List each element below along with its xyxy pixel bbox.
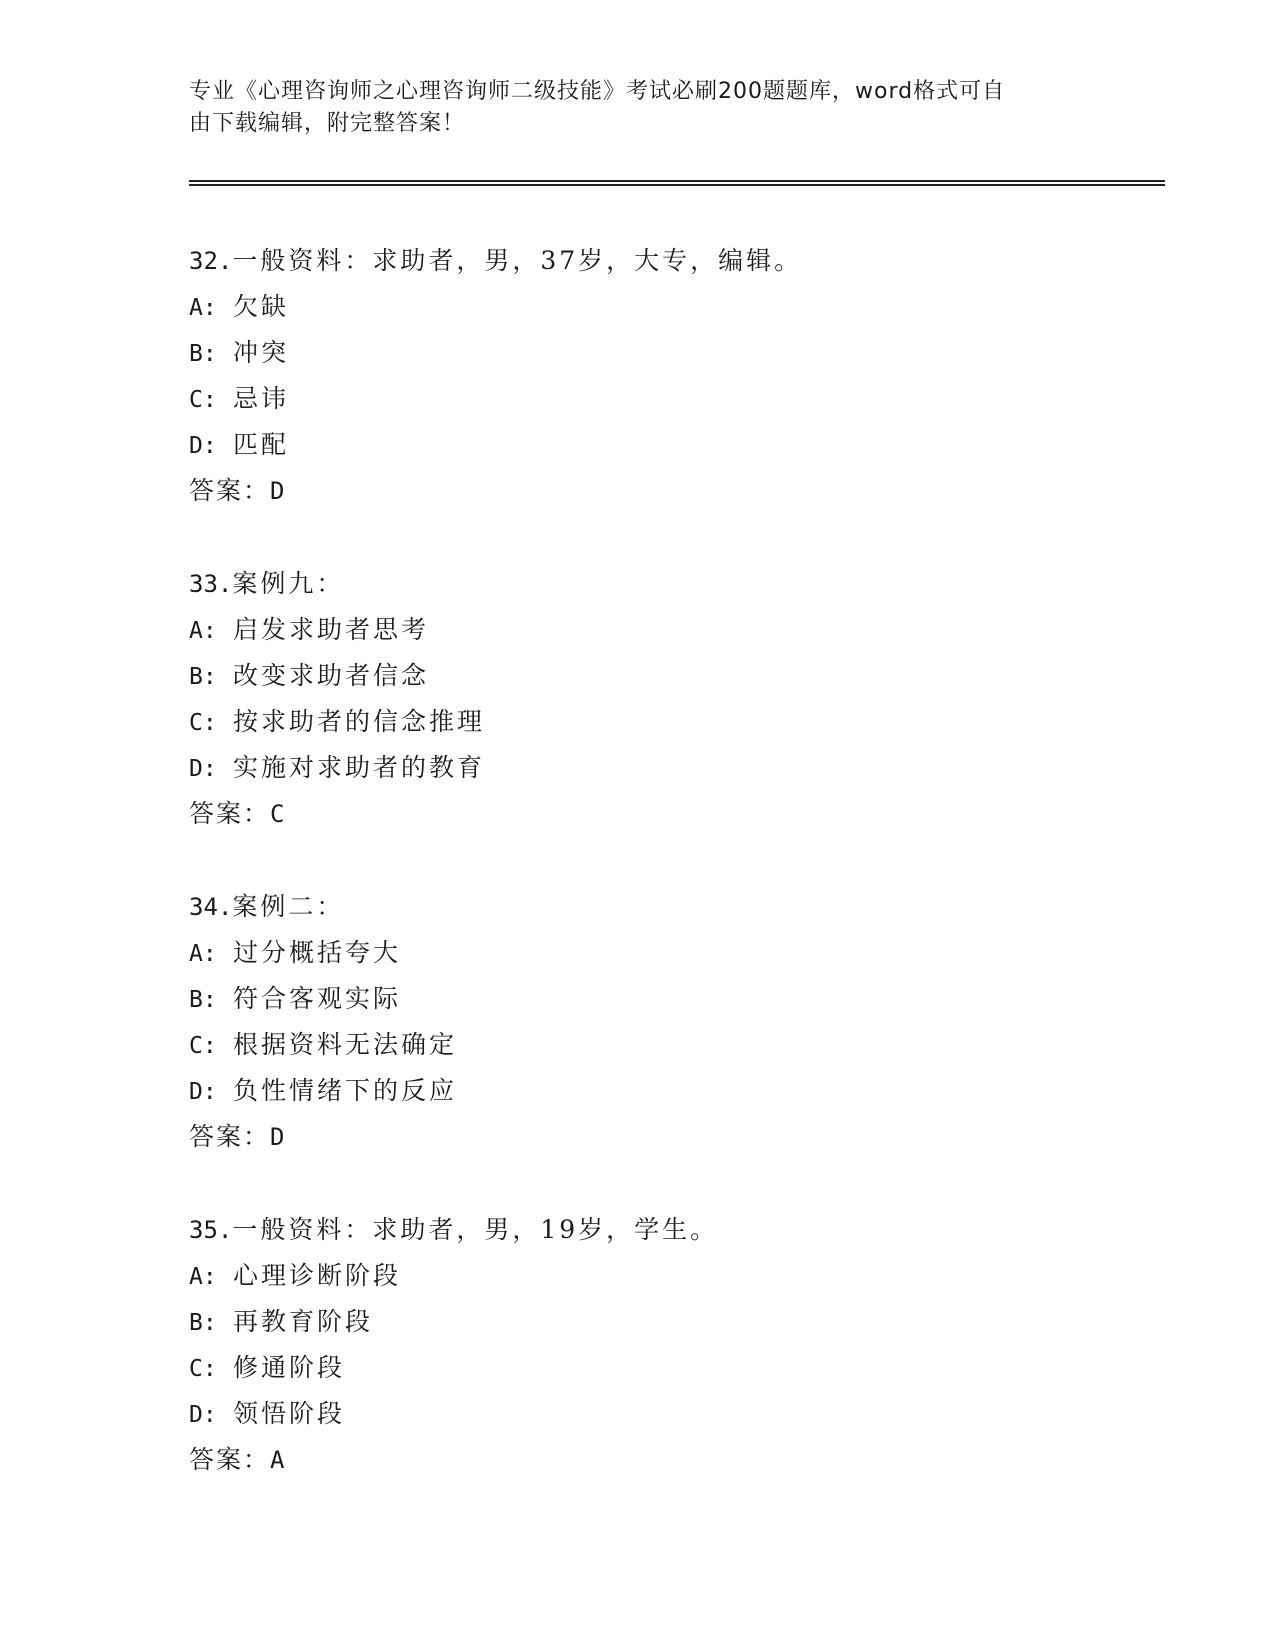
option-text: 符合客观实际	[233, 984, 402, 1013]
answer-line	[189, 468, 1149, 514]
answer-label: 答案：	[189, 1445, 271, 1474]
option-text: 负性情绪下的反应	[233, 1076, 458, 1105]
question-list	[189, 238, 1149, 1530]
question-block	[189, 884, 1149, 1160]
option-key: C:	[189, 387, 217, 413]
option-key: C:	[189, 1033, 217, 1059]
option-line	[189, 1068, 1149, 1114]
question-block	[189, 1207, 1149, 1483]
option-text: 实施对求助者的教育	[233, 753, 486, 782]
option-key: A:	[189, 941, 217, 967]
option-line	[189, 930, 1149, 976]
option-key: B:	[189, 987, 217, 1013]
option-key: C:	[189, 1356, 217, 1382]
option-key: B:	[189, 664, 217, 690]
header-divider-bottom	[189, 184, 1165, 186]
option-key: A:	[189, 618, 217, 644]
option-line	[189, 1391, 1149, 1437]
question-text: 案例九：	[232, 569, 345, 598]
option-key: D:	[189, 1079, 217, 1105]
answer-label: 答案：	[189, 799, 271, 828]
option-line	[189, 284, 1149, 330]
option-text: 按求助者的信念推理	[233, 707, 486, 736]
option-text: 修通阶段	[233, 1353, 346, 1382]
option-text: 冲突	[233, 338, 290, 367]
option-line	[189, 1345, 1149, 1391]
option-text: 忌讳	[233, 384, 290, 413]
option-text: 领悟阶段	[233, 1399, 346, 1428]
answer-value: D	[270, 477, 285, 505]
option-line	[189, 653, 1149, 699]
option-key: A:	[189, 295, 217, 321]
question-number: 35.	[189, 1216, 233, 1244]
option-key: B:	[189, 341, 217, 367]
option-text: 欠缺	[233, 292, 290, 321]
question-number: 32.	[189, 247, 233, 275]
answer-line	[189, 1437, 1149, 1483]
answer-line	[189, 1114, 1149, 1160]
question-stem	[189, 884, 1149, 930]
option-line	[189, 976, 1149, 1022]
question-block	[189, 561, 1149, 837]
question-text: 案例二：	[232, 892, 345, 921]
question-number: 33.	[189, 570, 233, 598]
option-line	[189, 1022, 1149, 1068]
option-key: A:	[189, 1264, 217, 1290]
option-text: 心理诊断阶段	[233, 1261, 402, 1290]
option-line	[189, 376, 1149, 422]
answer-value: A	[270, 1446, 285, 1474]
question-stem	[189, 1207, 1149, 1253]
option-key: C:	[189, 710, 217, 736]
option-text: 匹配	[233, 430, 290, 459]
option-key: B:	[189, 1310, 217, 1336]
header-line-2: 由下载编辑，附完整答案！	[189, 111, 466, 136]
question-text: 一般资料：求助者，男，19岁，学生。	[232, 1215, 719, 1244]
option-text: 改变求助者信念	[233, 661, 430, 690]
question-number: 34.	[189, 893, 233, 921]
option-text: 过分概括夸大	[233, 938, 402, 967]
option-key: D:	[189, 433, 217, 459]
answer-label: 答案：	[189, 1122, 271, 1151]
option-line	[189, 745, 1149, 791]
answer-value: C	[270, 800, 285, 828]
option-line	[189, 1253, 1149, 1299]
header-line-1: 专业《心理咨询师之心理咨询师二级技能》考试必刷200题题库，word格式可自	[189, 79, 1006, 104]
option-line	[189, 607, 1149, 653]
question-stem	[189, 238, 1149, 284]
question-block	[189, 238, 1149, 514]
document-header	[189, 76, 1069, 140]
option-text: 再教育阶段	[233, 1307, 374, 1336]
header-divider-top	[189, 180, 1165, 182]
option-line	[189, 1299, 1149, 1345]
option-line	[189, 699, 1149, 745]
option-text: 根据资料无法确定	[233, 1030, 458, 1059]
option-line	[189, 330, 1149, 376]
answer-line	[189, 791, 1149, 837]
option-key: D:	[189, 1402, 217, 1428]
answer-label: 答案：	[189, 476, 271, 505]
option-text: 启发求助者思考	[233, 615, 430, 644]
question-text: 一般资料：求助者，男，37岁，大专，编辑。	[232, 246, 803, 275]
option-key: D:	[189, 756, 217, 782]
option-line	[189, 422, 1149, 468]
answer-value: D	[270, 1123, 285, 1151]
question-stem	[189, 561, 1149, 607]
